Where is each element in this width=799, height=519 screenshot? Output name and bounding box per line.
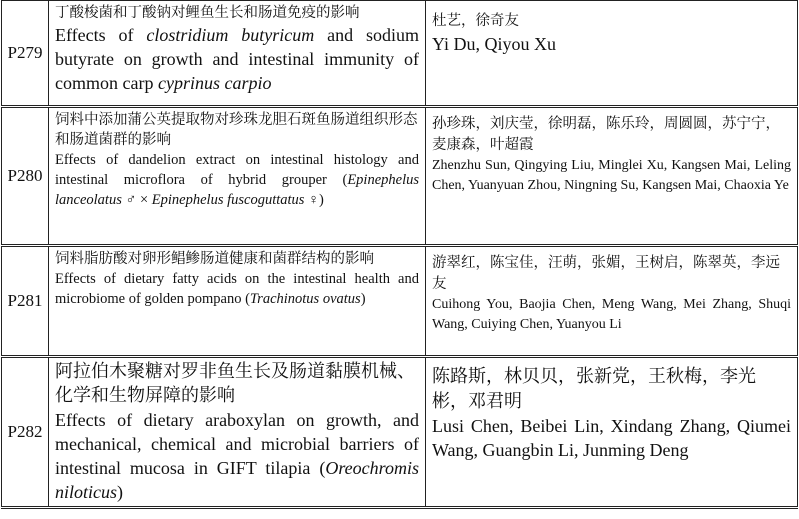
species-name: cyprinus carpio [157, 73, 272, 93]
species-name: Trachinotus ovatus [249, 291, 361, 307]
paper-title-cell [49, 107, 426, 246]
title-chinese: 丁酸梭菌和丁酸钠对鲤鱼生长和肠道免疫的影响 [55, 5, 360, 21]
title-english-text: ) [360, 291, 366, 307]
title-english-text: ♀) [304, 192, 324, 208]
paper-title-cell [49, 357, 426, 508]
table-row [2, 357, 798, 508]
title-english-text: and sodium butyrate on growth and intestinal immunity of common carp [55, 25, 419, 93]
authors-cell [426, 107, 798, 246]
authors-chinese: 游翠红，陈宝佳，汪萌，张媚，王树启，陈翠英，李远友 [432, 255, 780, 292]
authors-cell [426, 1, 798, 107]
paper-title-cell [49, 246, 426, 357]
title-english [55, 269, 419, 309]
authors-cell [426, 246, 798, 357]
paper-code: P281 [2, 246, 49, 357]
paper-code: P279 [2, 1, 49, 107]
authors-chinese: 杜艺，徐奇友 [432, 13, 519, 29]
title-english-text: Effects of dietary araboxylan on growth, and mechanical, chemical and microbial barriers of intestinal mucosa in GIFT tilapia ( [55, 410, 419, 478]
table-row [2, 246, 798, 357]
paper-title-cell [49, 1, 426, 107]
authors-cell [426, 357, 798, 508]
authors-english: Lusi Chen, Beibei Lin, Xindang Zhang, Qiumei Wang, Guangbin Li, Junming Deng [432, 416, 791, 460]
paper-code: P280 [2, 107, 49, 246]
authors-english: Cuihong You, Baojia Chen, Meng Wang, Mei Zhang, Shuqi Wang, Cuiying Chen, Yuanyou Li [432, 297, 791, 332]
paper-code: P282 [2, 357, 49, 508]
title-english [55, 150, 419, 210]
title-english-text: Effects of [55, 25, 147, 45]
title-english-text: ♂ × [121, 192, 152, 208]
authors-english: Zhenzhu Sun, Qingying Liu, Minglei Xu, Kangsen Mai, Leling Chen, Yuanyuan Zhou, Ningning Su, Kangsen Mai, Chaoxia Ye [432, 158, 791, 193]
authors-chinese: 孙珍珠，刘庆莹，徐明磊，陈乐玲，周圆圆，苏宁宁，麦康森，叶超霞 [432, 116, 780, 153]
title-english-text: Effects of dietary fatty acids on the intestinal health and microbiome of golden pompano ( [55, 271, 419, 307]
title-english [55, 23, 419, 95]
title-chinese: 饲料中添加蒲公英提取物对珍珠龙胆石斑鱼肠道组织形态和肠道菌群的影响 [55, 112, 418, 148]
title-english-text: Effects of dandelion extract on intestinal histology and intestinal microflora of hybrid grouper ( [55, 152, 419, 188]
title-english-text: ) [117, 482, 123, 502]
abstract-table [1, 0, 798, 509]
species-name: Epinephelus fuscoguttatus [151, 192, 305, 208]
species-name: clostridium butyricum [146, 25, 315, 45]
authors-english: Yi Du, Qiyou Xu [432, 34, 557, 54]
species-name: Epinephelus lanceolatus [55, 172, 419, 208]
table-row [2, 1, 798, 107]
authors-chinese: 陈路斯，林贝贝，张新党，王秋梅，李光彬，邓君明 [432, 366, 756, 412]
title-chinese: 饲料脂肪酸对卵形鲳鲹肠道健康和菌群结构的影响 [55, 251, 374, 267]
title-chinese: 阿拉伯木聚糖对罗非鱼生长及肠道黏膜机械、化学和生物屏障的影响 [55, 361, 415, 406]
table-row [2, 107, 798, 246]
species-name: Oreochromis niloticus [55, 458, 419, 502]
title-english [55, 408, 419, 504]
